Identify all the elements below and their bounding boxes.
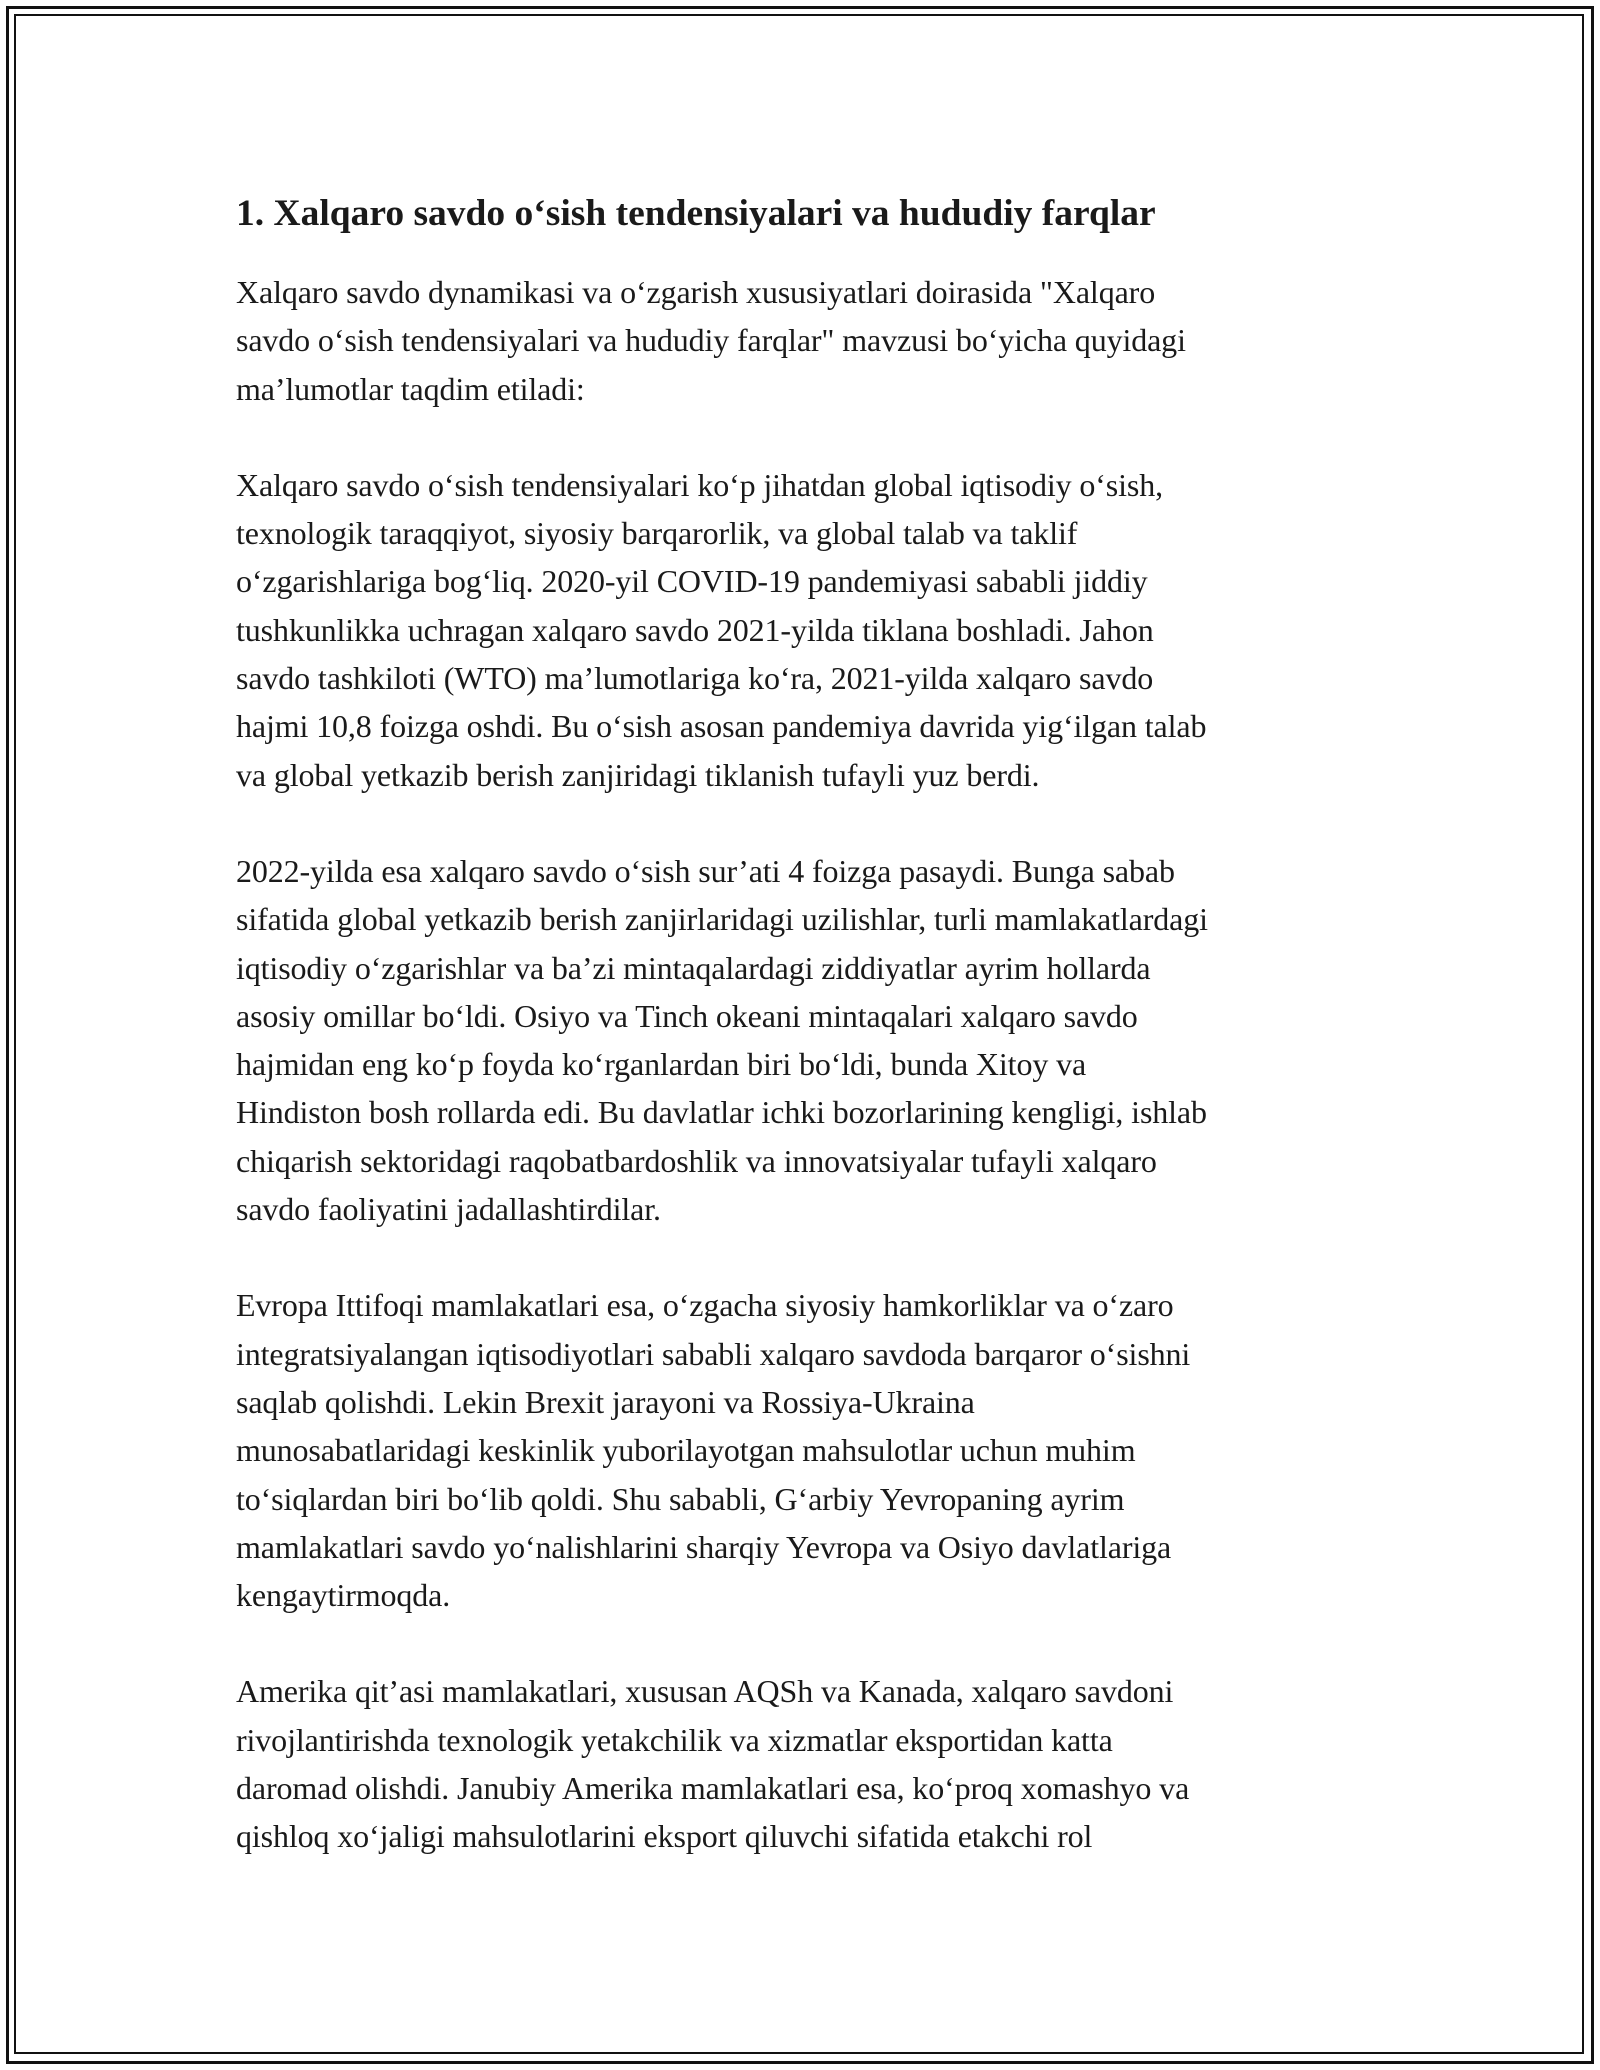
text-line: sifatida global yetkazib berish zanjirlaridagi uzilishlar, turli mamlakatlardagi <box>236 901 1208 938</box>
text-line: 2022-yilda esa xalqaro savdo o‘sish sur’ati 4 foizga pasaydi. Bunga sabab <box>236 852 1175 889</box>
section-heading: 1. Xalqaro savdo o‘sish tendensiyalari va hududiy farqlar <box>236 193 1156 234</box>
text-line: munosabatlaridagi keskinlik yuborilayotgan mahsulotlar uchun muhim <box>236 1432 1136 1469</box>
text-line: integratsiyalangan iqtisodiyotlari sababli xalqaro savdoda barqaror o‘sishni <box>236 1335 1191 1372</box>
text-line: Xalqaro savdo dynamikasi va o‘zgarish xususiyatlari doirasida "Xalqaro <box>236 274 1156 310</box>
paragraph <box>236 847 1366 1233</box>
text-line: ma’lumotlar taqdim etiladi: <box>236 370 585 407</box>
text-line: Evropa Ittifoqi mamlakatlari esa, o‘zgacha siyosiy hamkorliklar va o‘zaro <box>236 1287 1174 1324</box>
text-line: hajmi 10,8 foizga oshdi. Bu o‘sish asosan pandemiya davrida yig‘ilgan talab <box>236 708 1207 745</box>
text-line: qishloq xo‘jaligi mahsulotlarini eksport qiluvchi sifatida etakchi rol <box>236 1818 1093 1855</box>
text-line: Xalqaro savdo o‘sish tendensiyalari ko‘p jihatdan global iqtisodiy o‘sish, <box>236 466 1163 503</box>
text-line: to‘siqlardan biri bo‘lib qoldi. Shu sababli, G‘arbiy Yevropaning ayrim <box>236 1480 1125 1517</box>
text-line: kengaytirmoqda. <box>236 1577 451 1614</box>
text-line: va global yetkazib berish zanjiridagi tiklanish tufayli yuz berdi. <box>236 756 1040 793</box>
text-line: asosiy omillar bo‘ldi. Osiyo va Tinch okeani mintaqalari xalqaro savdo <box>236 997 1138 1034</box>
text-line: savdo tashkiloti (WTO) ma’lumotlariga ko‘ra, 2021-yilda xalqaro savdo <box>236 660 1154 697</box>
document-body <box>236 186 1366 1909</box>
text-line: daromad olishdi. Janubiy Amerika mamlakatlari esa, ko‘proq xomashyo va <box>236 1770 1190 1807</box>
paragraph <box>236 268 1366 413</box>
text-line: o‘zgarishlariga bog‘liq. 2020-yil COVID-19 pandemiyasi sababli jiddiy <box>236 563 1148 600</box>
paragraph-list <box>236 268 1366 1861</box>
paragraph <box>236 461 1366 799</box>
text-line: iqtisodiy o‘zgarishlar va ba’zi mintaqalardagi ziddiyatlar ayrim hollarda <box>236 949 1151 986</box>
text-line: savdo o‘sish tendensiyalari va hududiy farqlar" mavzusi bo‘yicha quyidagi <box>236 322 1186 359</box>
text-line: texnologik taraqqiyot, siyosiy barqarorlik, va global talab va taklif <box>236 515 1078 552</box>
paragraph <box>236 1667 1366 1860</box>
text-line: rivojlantirishda texnologik yetakchilik va xizmatlar eksportidan katta <box>236 1721 1113 1758</box>
text-line: Amerika qit’asi mamlakatlari, xususan AQSh va Kanada, xalqaro savdoni <box>236 1673 1174 1710</box>
text-line: Hindiston bosh rollarda edi. Bu davlatlar ichki bozorlarining kengligi, ishlab <box>236 1094 1207 1131</box>
text-line: saqlab qolishdi. Lekin Brexit jarayoni va Rossiya-Ukraina <box>236 1383 975 1420</box>
paragraph <box>236 1281 1366 1619</box>
text-line: tushkunlikka uchragan xalqaro savdo 2021-yilda tiklana boshladi. Jahon <box>236 611 1154 648</box>
text-line: mamlakatlari savdo yo‘nalishlarini sharqiy Yevropa va Osiyo davlatlariga <box>236 1528 1172 1565</box>
text-line: hajmidan eng ko‘p foyda ko‘rganlardan biri bo‘ldi, bunda Xitoy va <box>236 1046 1087 1083</box>
text-line: savdo faoliyatini jadallashtirdilar. <box>236 1191 661 1228</box>
text-line: chiqarish sektoridagi raqobatbardoshlik va innovatsiyalar tufayli xalqaro <box>236 1142 1157 1179</box>
